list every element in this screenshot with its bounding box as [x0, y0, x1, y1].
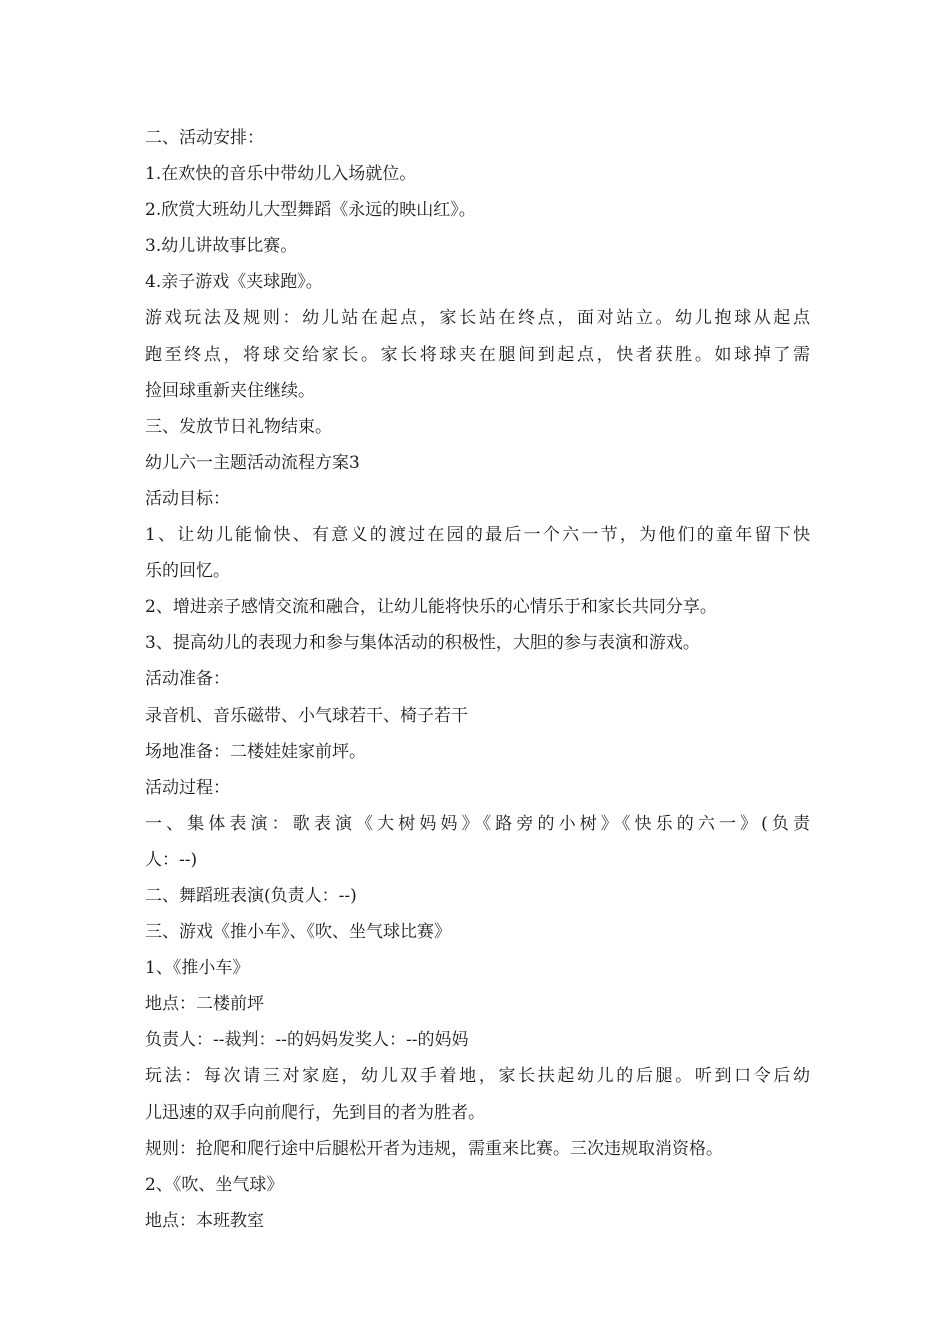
text-line: 2、《吹、坐气球》 [145, 1174, 284, 1195]
text-line: 3、提高幼儿的表现力和参与集体活动的积极性，大胆的参与表演和游戏。 [145, 633, 700, 654]
text-line: 玩法：每次请三对家庭，幼儿双手着地，家长扶起幼儿的后腿。听到口令后幼 [145, 1066, 810, 1087]
section-heading: 幼儿六一主题活动流程方案3 [145, 452, 360, 473]
text-line: 三、发放节日礼物结束。 [145, 416, 332, 437]
text-line: 儿迅速的双手向前爬行，先到目的者为胜者。 [145, 1102, 485, 1123]
text-line: 2、增进亲子感情交流和融合，让幼儿能将快乐的心情乐于和家长共同分享。 [145, 597, 717, 618]
text-line: 2.欣赏大班幼儿大型舞蹈《永远的映山红》。 [145, 200, 476, 221]
text-line: 地点：本班教室 [145, 1210, 264, 1231]
text-line: 1、《推小车》 [145, 958, 250, 979]
text-line: 二、舞蹈班表演(负责人：--) [145, 885, 357, 906]
text-line: 场地准备：二楼娃娃家前坪。 [145, 741, 366, 762]
text-line: 1.在欢快的音乐中带幼儿入场就位。 [145, 164, 417, 185]
text-line: 4.亲子游戏《夹球跑》。 [145, 272, 323, 293]
text-line: 一、集体表演：歌表演《大树妈妈》《路旁的小树》《快乐的六一》(负责 [145, 813, 810, 834]
text-line: 地点：二楼前坪 [145, 994, 264, 1015]
text-line: 跑至终点，将球交给家长。家长将球夹在腿间到起点，快者获胜。如球掉了需 [145, 344, 810, 365]
text-line: 负责人：--裁判：--的妈妈发奖人：--的妈妈 [145, 1030, 469, 1051]
text-line: 活动目标： [145, 488, 230, 509]
text-line: 乐的回忆。 [145, 561, 230, 582]
text-line: 1、让幼儿能愉快、有意义的渡过在园的最后一个六一节，为他们的童年留下快 [145, 525, 810, 546]
text-line: 活动准备： [145, 669, 230, 690]
text-line: 活动过程： [145, 777, 230, 798]
text-line: 游戏玩法及规则：幼儿站在起点，家长站在终点，面对站立。幼儿抱球从起点 [145, 308, 810, 329]
text-line: 二、活动安排： [145, 128, 264, 148]
text-line: 捡回球重新夹住继续。 [145, 380, 315, 401]
text-line: 三、游戏《推小车》、《吹、坐气球比赛》 [145, 922, 451, 943]
text-line: 录音机、音乐磁带、小气球若干、椅子若干 [145, 705, 468, 726]
text-line: 规则：抢爬和爬行途中后腿松开者为违规，需重来比赛。三次违规取消资格。 [145, 1138, 723, 1159]
text-line: 人：--) [145, 849, 198, 870]
text-line: 3.幼儿讲故事比赛。 [145, 236, 298, 257]
document-page [145, 120, 810, 1239]
